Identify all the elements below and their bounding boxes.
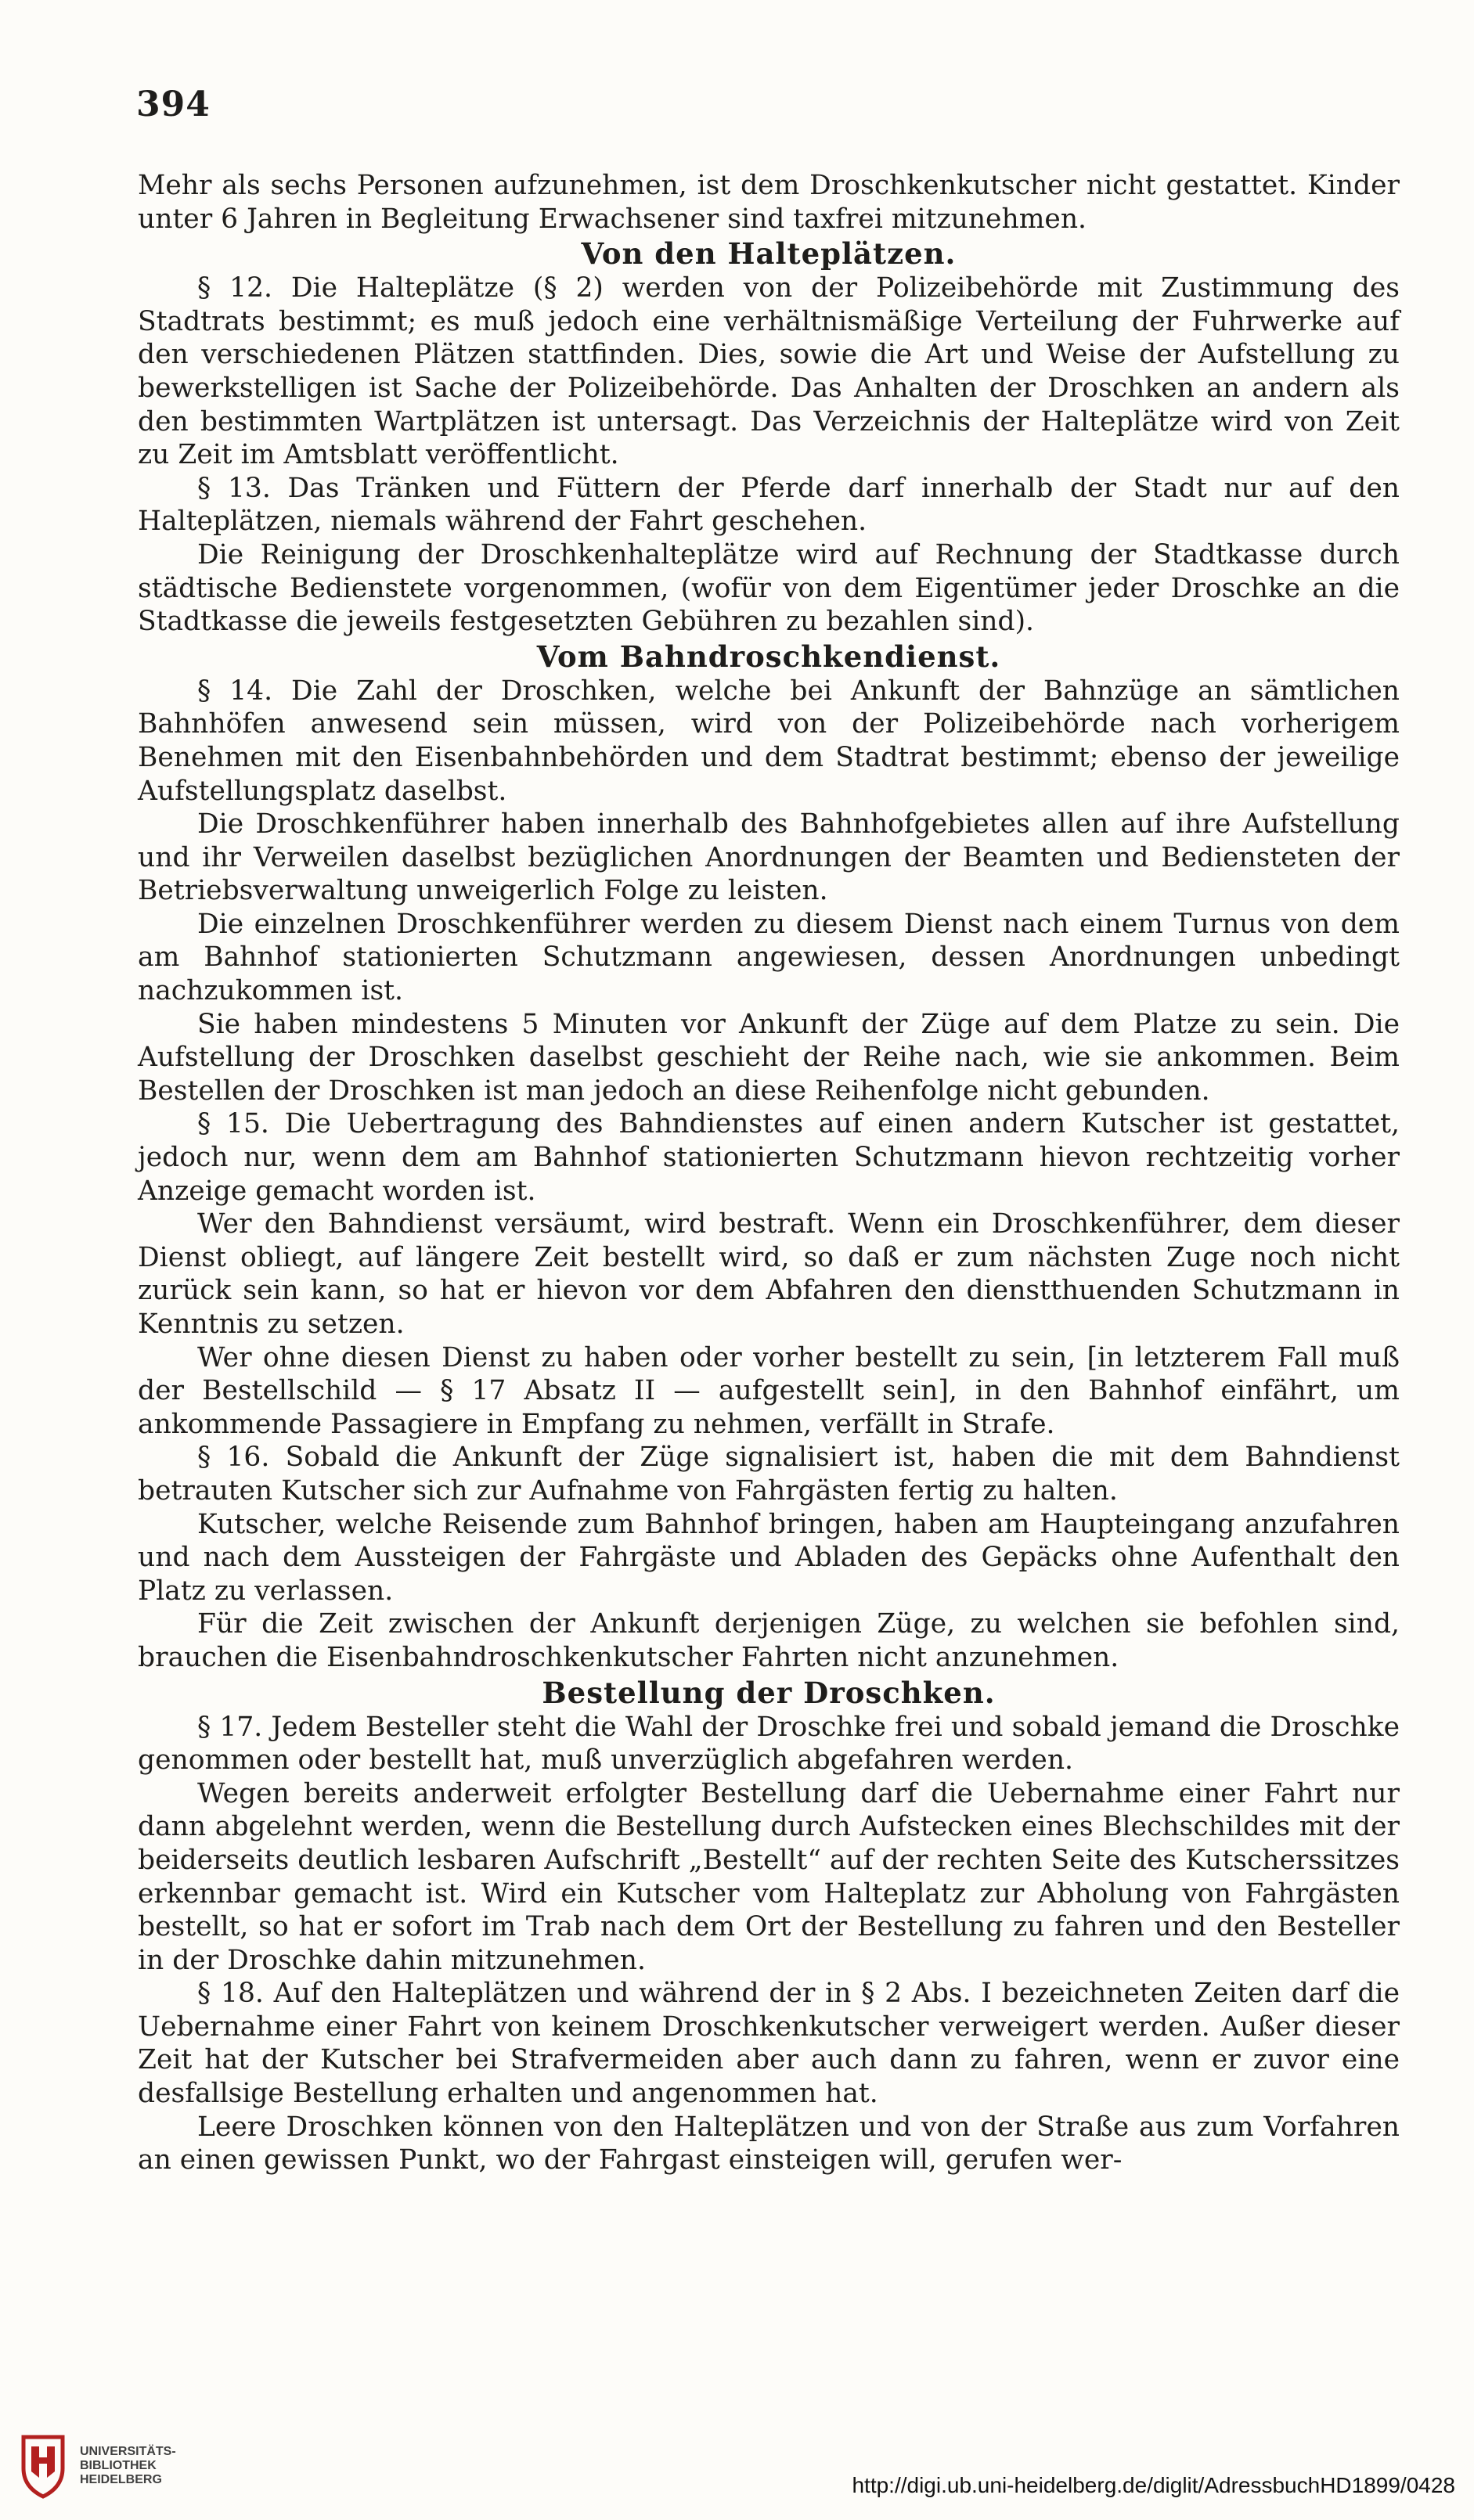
section-heading: Vom Bahndroschkendienst. (536, 639, 1001, 674)
source-url[interactable]: http://digi.ub.uni-heidelberg.de/diglit/AdressbuchHD1899/0428 (852, 2473, 1455, 2497)
paragraph: § 17. Jedem Besteller steht die Wahl der Droschke frei und sobald jemand die Droschke genommen oder bestellt hat, muß unverzüglich abgefahren werden. (138, 1711, 1400, 1777)
paragraph: Die einzelnen Droschkenführer werden zu diesem Dienst nach einem Turnus von dem am Bahnhof stationierten Schutzmann angewiesen, dessen Anordnungen unbedingt nachzukommen ist. (138, 908, 1400, 1007)
library-name-line: UNIVERSITÄTS- (80, 2445, 176, 2458)
paragraph: Sie haben mindestens 5 Minuten vor Ankunft der Züge auf dem Platze zu sein. Die Aufstellung der Droschken daselbst geschieht der Reihe nach, wie sie ankommen. Beim Bestellen der Droschken ist man jedoch an diese Reihenfolge nicht gebunden. (138, 1008, 1400, 1107)
section-heading: Bestellung der Droschken. (542, 1675, 996, 1710)
library-logo (13, 2431, 208, 2501)
paragraph: § 14. Die Zahl der Droschken, welche bei Ankunft der Bahnzüge an sämtlichen Bahnhöfen anwesend sein müssen, wird von der Polizeibehörde nach vorherigem Benehmen mit den Eisenbahnbehörden und dem Stadtrat bestimmt; ebenso der jeweilige Aufstellungsplatz daselbst. (138, 675, 1400, 807)
paragraph: § 16. Sobald die Ankunft der Züge signalisiert ist, haben die mit dem Bahndienst betrauten Kutscher sich zur Aufnahme von Fahrgästen fertig zu halten. (138, 1442, 1400, 1507)
paragraph: § 15. Die Uebertragung des Bahndienstes auf einen andern Kutscher ist gestattet, jedoch nur, wenn dem am Bahnhof stationierten Schutzmann hievon rechtzeitig vorher Anzeige gemacht worden ist. (138, 1108, 1400, 1207)
library-name (80, 2445, 176, 2487)
library-name-line: HEIDELBERG (80, 2473, 162, 2486)
paragraph: Wer ohne diesen Dienst zu haben oder vorher bestellt zu sein, [in letzterem Fall muß der Bestellschild — § 17 Absatz II — aufgestellt sein], in den Bahnhof einfährt, um ankommende Passagiere in Empfang zu nehmen, verfällt in Strafe. (138, 1341, 1400, 1440)
paragraph: § 18. Auf den Halteplätzen und während der in § 2 Abs. I bezeichneten Zeiten darf die Uebernahme einer Fahrt von keinem Droschkenkutscher verweigert werden. Außer dieser Zeit hat der Kutscher bei Strafvermeiden aber auch dann zu fahren, wenn er zuvor eine desfallsige Bestellung erhalten und angenommen hat. (138, 1978, 1400, 2110)
paragraph: § 13. Das Tränken und Füttern der Pferde darf innerhalb der Stadt nur auf den Halteplätzen, niemals während der Fahrt geschehen. (138, 472, 1400, 538)
paragraph: Die Reinigung der Droschkenhalteplätze wird auf Rechnung der Stadtkasse durch städtische Bedienstete vorgenommen, (wofür von dem Eigentümer jeder Droschke an die Stadtkasse die jeweils festgesetzten Gebühren zu bezahlen sind). (138, 538, 1400, 638)
paragraph: Die Droschkenführer haben innerhalb des Bahnhofgebietes allen auf ihre Aufstellung und ihr Verweilen daselbst bezüglichen Anordnungen der Beamten und Bediensteten der Betriebsverwaltung unweigerlich Folge zu leisten. (138, 808, 1400, 907)
section-heading: Von den Halteplätzen. (581, 236, 957, 272)
library-name-line: BIBLIOTHEK (80, 2459, 157, 2472)
page-number: 394 (136, 85, 211, 124)
library-seal-icon (16, 2431, 70, 2501)
paragraph: Leere Droschken können von den Halteplätzen und von der Straße aus zum Vorfahren an einen gewissen Punkt, wo der Fahrgast einsteigen will, gerufen wer- (138, 2111, 1400, 2176)
paragraph: Für die Zeit zwischen der Ankunft derjenigen Züge, zu welchen sie befohlen sind, brauchen die Eisenbahndroschkenkutscher Fahrten nicht anzunehmen. (138, 1608, 1400, 1673)
paragraph: § 12. Die Halteplätze (§ 2) werden von der Polizeibehörde mit Zustimmung des Stadtrats bestimmt; es muß jedoch eine verhältnismäßige Verteilung der Fuhrwerke auf den verschiedenen Plätzen stattfinden. Dies, sowie die Art und Weise der Aufstellung zu bewerkstelligen ist Sache der Polizeibehörde. Das Anhalten der Droschken an andern als den bestimmten Wartplätzen ist untersagt. Das Verzeichnis der Halteplätze wird von Zeit zu Zeit im Amtsblatt veröffentlicht. (138, 272, 1400, 471)
paragraph: Mehr als sechs Personen aufzunehmen, ist dem Droschkenkutscher nicht gestattet. Kinder unter 6 Jahren in Begleitung Erwachsener sind taxfrei mitzunehmen. (138, 170, 1400, 235)
paragraph: Wer den Bahndienst versäumt, wird bestraft. Wenn ein Droschkenführer, dem dieser Dienst obliegt, auf längere Zeit bestellt wird, so daß er zum nächsten Zuge noch nicht zurück sein kann, so hat er hievon vor dem Abfahren den dienstthuenden Schutzmann in Kenntnis zu setzen. (138, 1208, 1400, 1340)
paragraph: Kutscher, welche Reisende zum Bahnhof bringen, haben am Haupteingang anzufahren und nach dem Aussteigen der Fahrgäste und Abladen des Gepäcks ohne Aufenthalt den Platz zu verlassen. (138, 1508, 1400, 1607)
paragraph: Wegen bereits anderweit erfolgter Bestellung darf die Uebernahme einer Fahrt nur dann abgelehnt werden, wenn die Bestellung durch Aufstecken eines Blechschildes mit der beiderseits deutlich lesbaren Aufschrift „Bestellt“ auf der rechten Seite des Kutscherssitzes erkennbar gemacht ist. Wird ein Kutscher vom Halteplatz zur Abholung von Fahrgästen bestellt, so hat er sofort im Trab nach dem Ort der Bestellung zu fahren und den Besteller in der Droschke dahin mitzunehmen. (138, 1777, 1400, 1976)
page-body-text (138, 169, 1400, 2177)
